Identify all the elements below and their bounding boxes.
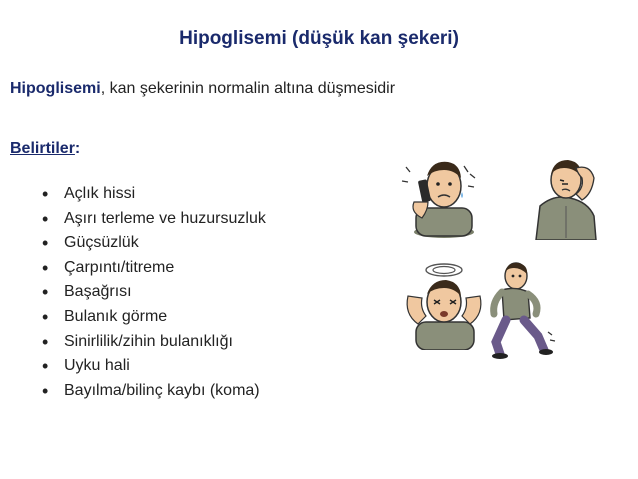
bullet-icon: • (42, 233, 49, 254)
list-item (42, 330, 266, 355)
symptom-text: Çarpıntı/titreme (64, 258, 175, 276)
bullet-icon: • (42, 380, 49, 401)
bullet-icon: • (42, 208, 49, 229)
symptoms-heading (10, 140, 80, 158)
symptom-text: Açlık hissi (64, 185, 136, 202)
list-item (42, 305, 266, 330)
symptom-text: Uyku hali (64, 357, 130, 375)
list-item (42, 379, 266, 404)
person-dizzy-icon (400, 260, 490, 350)
symptoms-heading-colon: : (74, 140, 81, 157)
slide-title: Hipoglisemi (düşük kan şekeri) (179, 28, 459, 49)
person-phone-icon (398, 152, 490, 238)
symptoms-heading-label: Belirtiler (10, 140, 75, 157)
definition-text (10, 80, 395, 98)
list-item (42, 256, 266, 281)
definition-term: Hipoglisemi (10, 80, 101, 97)
list-item (42, 280, 266, 305)
bullet-icon: • (42, 282, 49, 303)
person-headache-icon (526, 150, 606, 240)
definition-rest: , kan şekerinin normalin altına düşmesidir (100, 80, 396, 97)
bullet-icon: • (42, 306, 49, 327)
list-item (42, 354, 266, 379)
symptom-text: Bulanık görme (64, 307, 168, 325)
bullet-icon: • (42, 356, 49, 377)
list-item (42, 231, 266, 256)
list-item (42, 207, 266, 232)
list-item (42, 182, 266, 207)
symptom-text: Bayılma/bilinç kaybı (koma) (64, 381, 260, 399)
bullet-icon: • (42, 184, 49, 204)
symptoms-list (42, 182, 266, 403)
symptom-text: Aşırı terleme ve huzursuzluk (64, 209, 266, 227)
bullet-icon: • (42, 257, 49, 278)
symptom-text: Güçsüzlük (64, 234, 139, 252)
person-stumbling-icon (486, 262, 556, 360)
symptom-text: Başağrısı (64, 283, 132, 301)
bullet-icon: • (42, 331, 49, 352)
symptom-text: Sinirlilik/zihin bulanıklığı (64, 332, 233, 350)
